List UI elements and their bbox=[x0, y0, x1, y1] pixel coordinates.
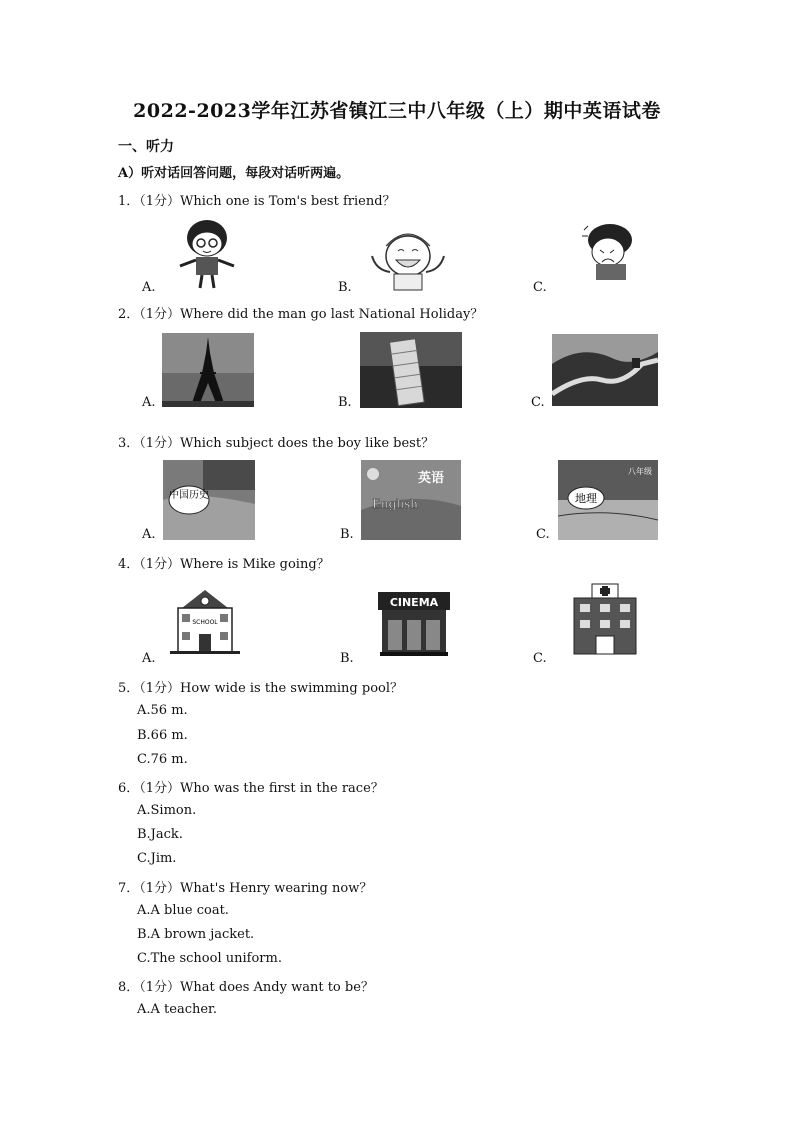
eiffel-tower-picture[interactable] bbox=[162, 333, 254, 407]
cinema-building-picture[interactable] bbox=[374, 586, 454, 660]
history-book-title: 中国历史 bbox=[169, 490, 209, 501]
option-a[interactable]: A.56 m. bbox=[137, 703, 188, 718]
leaning-tower-of-pisa-picture[interactable] bbox=[360, 332, 462, 408]
crying-boy-picture[interactable] bbox=[578, 222, 638, 284]
cinema-sign: CINEMA bbox=[389, 596, 439, 609]
geography-book-title: 地理 bbox=[575, 492, 597, 505]
option-b[interactable]: B.A brown jacket. bbox=[137, 927, 255, 942]
english-book-title-cn: 英语 bbox=[417, 471, 445, 486]
great-wall-picture[interactable] bbox=[552, 334, 658, 406]
option-b-label: B. bbox=[340, 527, 354, 542]
question-6: 6．（1分）Who was the first in the race？ bbox=[118, 781, 384, 796]
geography-textbook-picture[interactable] bbox=[558, 460, 658, 540]
option-a[interactable]: A.Simon. bbox=[137, 803, 197, 818]
question-8: 8．（1分）What does Andy want to be？ bbox=[118, 980, 374, 995]
option-c-label: C. bbox=[531, 395, 545, 410]
part-a-instructions: A）听对话回答问题，每段对话听两遍。 bbox=[118, 166, 350, 181]
history-textbook-picture[interactable] bbox=[163, 460, 255, 540]
english-book-title-en: English bbox=[372, 497, 418, 511]
option-b[interactable]: B.Jack. bbox=[137, 827, 183, 842]
section-heading-listening: 一、听力 bbox=[118, 139, 174, 155]
option-b-label: B. bbox=[338, 280, 352, 295]
boy-with-glasses-picture[interactable] bbox=[176, 218, 238, 290]
option-c[interactable]: C.Jim. bbox=[137, 851, 177, 866]
question-5: 5．（1分）How wide is the swimming pool？ bbox=[118, 681, 404, 696]
smiling-boy-picture[interactable] bbox=[366, 226, 450, 292]
page-title: 2022-2023学年江苏省镇江三中八年级（上）期中英语试卷 bbox=[133, 100, 661, 122]
geography-book-grade: 八年级 bbox=[628, 467, 652, 476]
question-2: 2．（1分）Where did the man go last National Holiday？ bbox=[118, 307, 484, 322]
question-3: 3．（1分）Which subject does the boy like best？ bbox=[118, 436, 435, 451]
option-a-label: A. bbox=[142, 280, 156, 295]
option-c[interactable]: C.The school uniform. bbox=[137, 951, 282, 966]
hospital-building-picture[interactable] bbox=[572, 582, 638, 656]
question-7: 7．（1分）What's Henry wearing now？ bbox=[118, 881, 373, 896]
option-c-label: C. bbox=[533, 280, 547, 295]
question-4: 4．（1分）Where is Mike going？ bbox=[118, 557, 330, 572]
option-a[interactable]: A.A blue coat. bbox=[137, 903, 229, 918]
option-c[interactable]: C.76 m. bbox=[137, 752, 188, 767]
option-a-label: A. bbox=[142, 651, 156, 666]
option-a-label: A. bbox=[142, 527, 156, 542]
school-sign: SCHOOL bbox=[192, 619, 218, 626]
school-building-picture[interactable] bbox=[170, 588, 240, 656]
option-a[interactable]: A.A teacher. bbox=[137, 1002, 217, 1017]
option-b-label: B. bbox=[340, 651, 354, 666]
question-1: 1．（1分）Which one is Tom's best friend？ bbox=[118, 194, 396, 209]
option-c-label: C. bbox=[533, 651, 547, 666]
english-textbook-picture[interactable] bbox=[361, 460, 461, 540]
option-b-label: B. bbox=[338, 395, 352, 410]
option-b[interactable]: B.66 m. bbox=[137, 728, 188, 743]
option-a-label: A. bbox=[142, 395, 156, 410]
option-c-label: C. bbox=[536, 527, 550, 542]
